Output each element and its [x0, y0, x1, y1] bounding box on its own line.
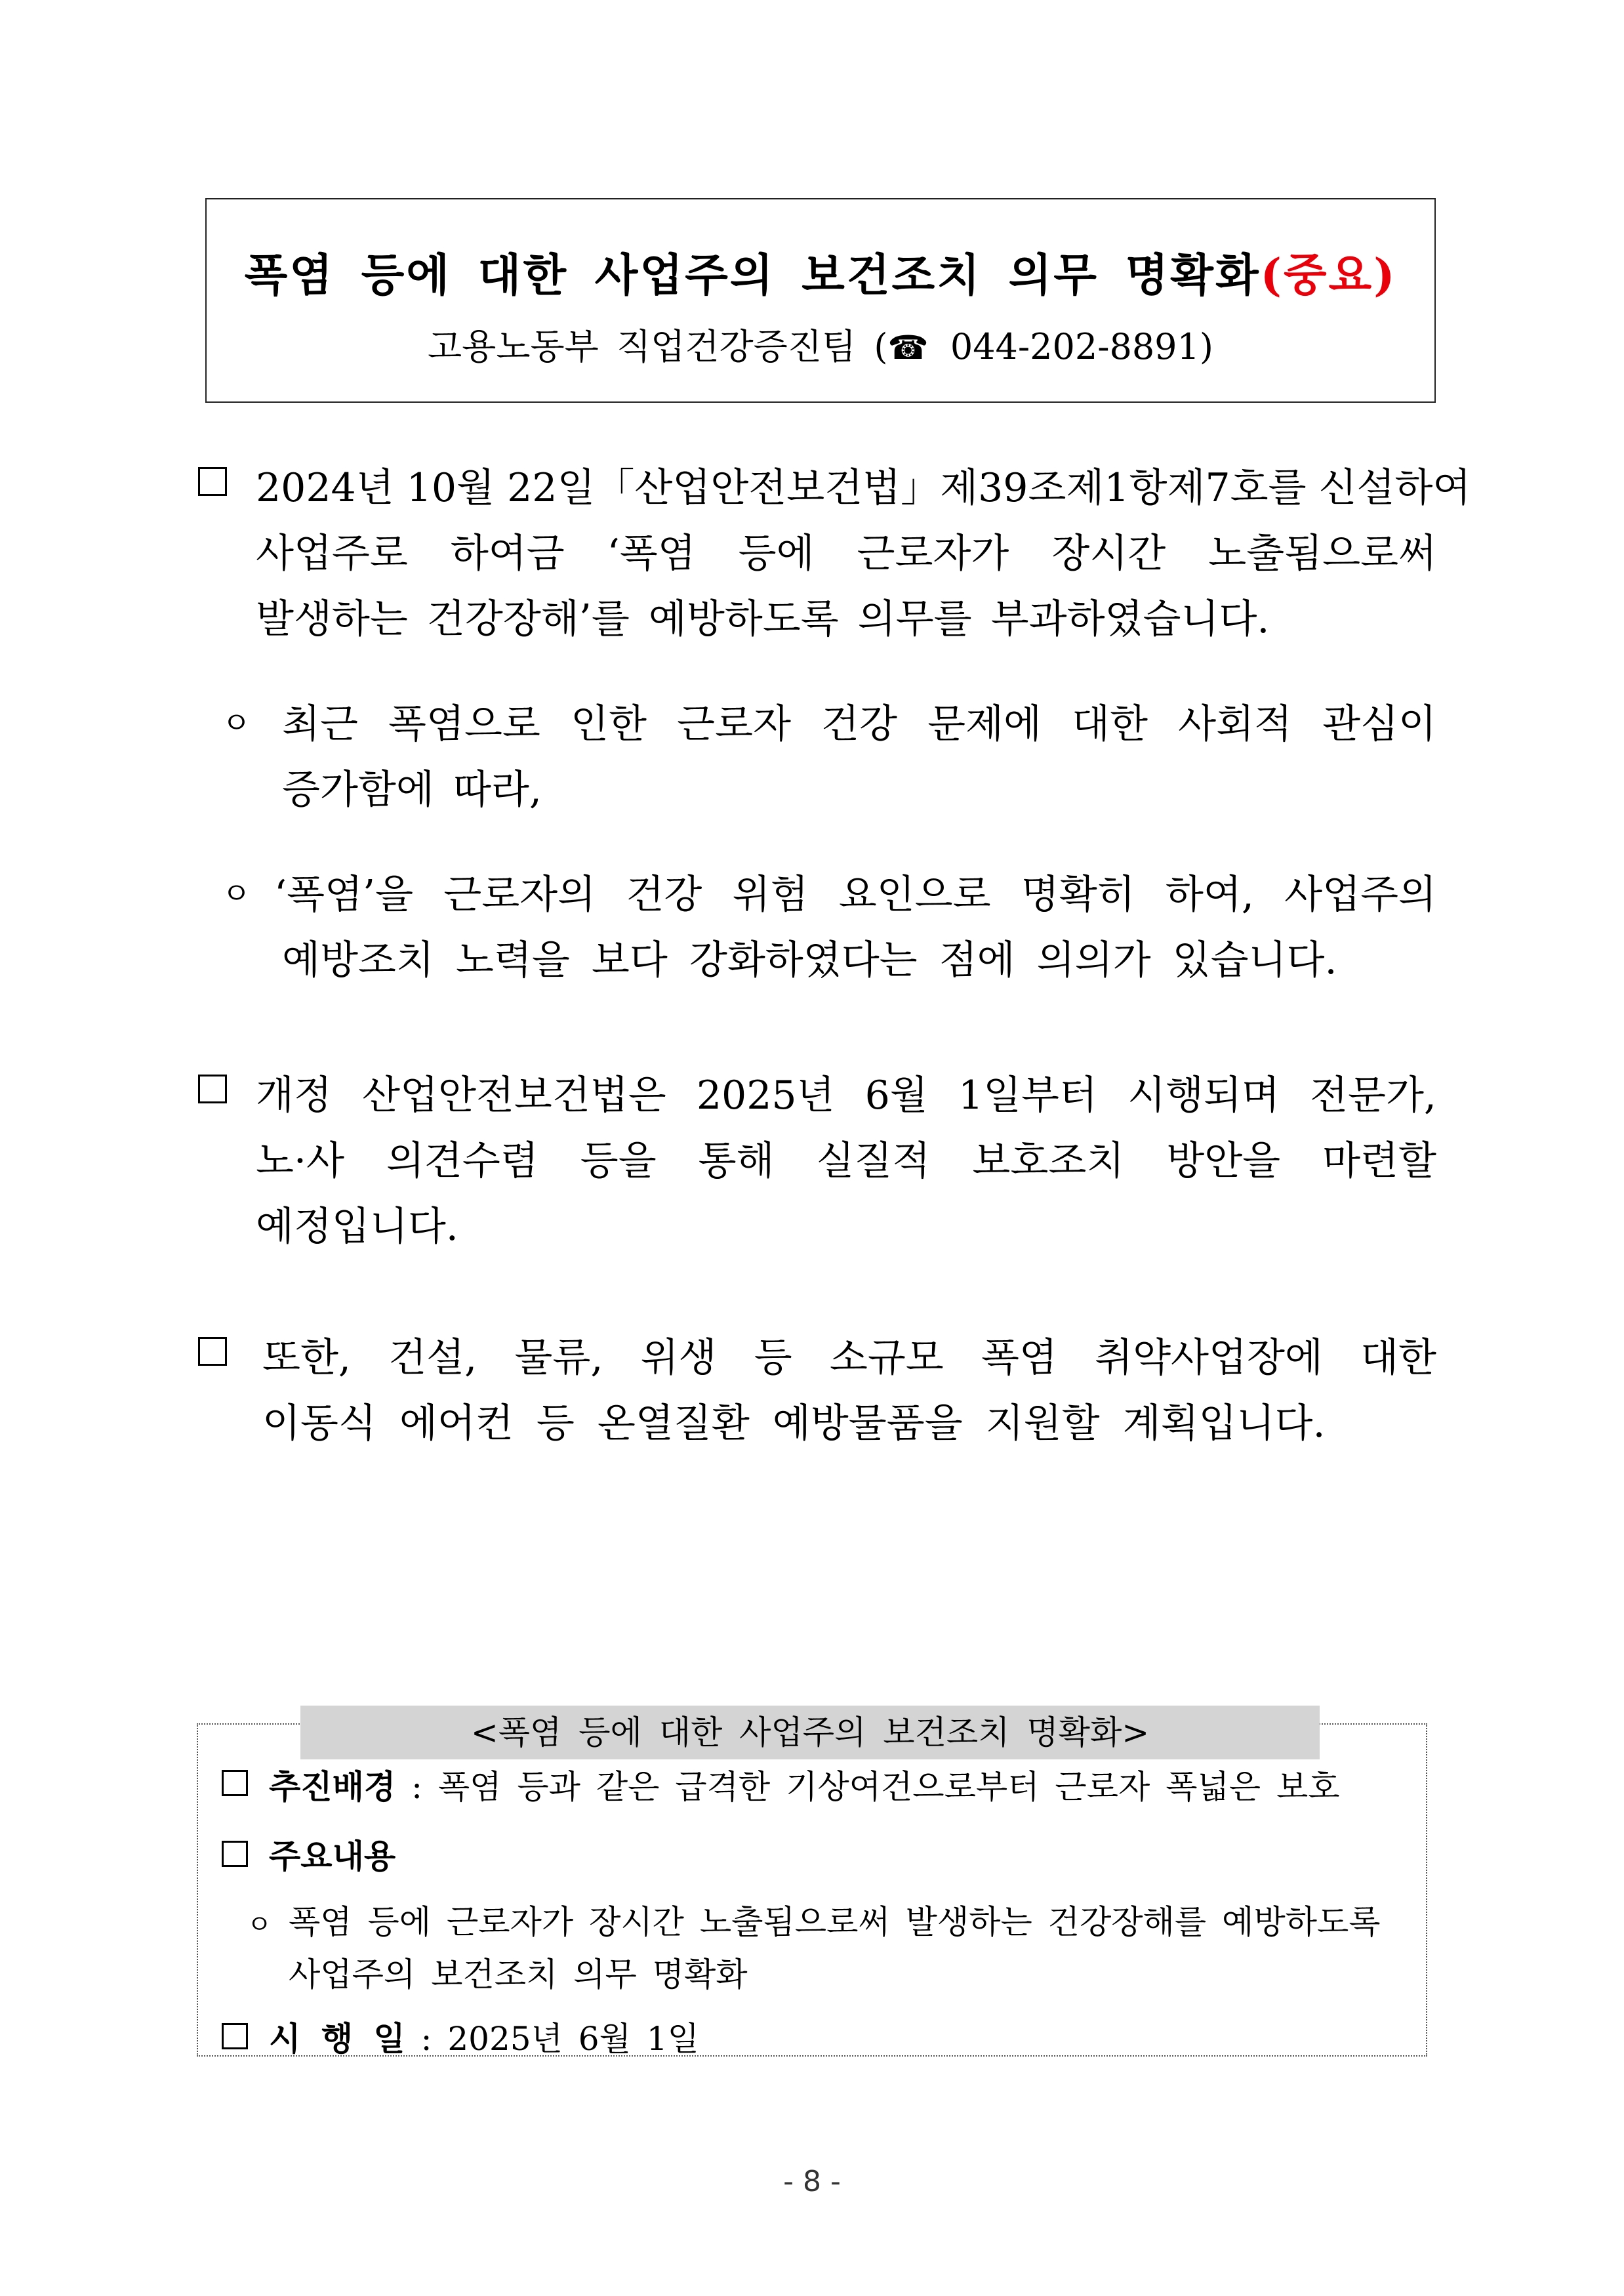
paragraph-3-line-2: 이동식 에어컨 등 온열질환 예방물품을 지원할 계획입니다. [262, 1401, 1326, 1446]
checkbox-square-icon [198, 1337, 227, 1366]
summary-content-line-2: 사업주의 보건조치 의무 명확화 [289, 1956, 748, 1994]
paragraph-2-line-2: 노·사 의견수렴 등을 통해 실질적 보호조치 방안을 마련할 [256, 1138, 1436, 1184]
summary-effective-label: 시 행 일 [269, 2019, 405, 2058]
title-main-text: 폭염 등에 대한 사업주의 보건조치 의무 명확화 [244, 249, 1261, 302]
circle-bullet-icon: ㅇ [222, 705, 251, 741]
paragraph-3-line-1: 또한, 건설, 물류, 위생 등 소규모 폭염 취약사업장에 대한 [262, 1335, 1436, 1381]
circle-bullet-icon: ㅇ [222, 876, 251, 911]
summary-background [269, 1761, 1340, 1808]
phone-icon: ☎ [887, 329, 929, 367]
paragraph-1-line-2: 사업주로 하여금 ‘폭염 등에 근로자가 장시간 노출됨으로써 [256, 531, 1436, 577]
document-title [207, 240, 1434, 304]
summary-content-line-1: 폭염 등에 근로자가 장시간 노출됨으로써 발생하는 건강장해를 예방하도록 [289, 1903, 1381, 1941]
paragraph-1-line-1: 2024년 10월 22일「산업안전보건법」제39조제1항제7호를 신설하여 [256, 465, 1471, 511]
phone-number: 044-202-8891) [932, 326, 1213, 367]
summary-content-label: 주요내용 [269, 1837, 396, 1876]
summary-header: <폭염 등에 대한 사업주의 보건조치 명확화> [300, 1706, 1320, 1759]
sub-bullet-2-line-2: 예방조치 노력을 보다 강화하였다는 점에 의의가 있습니다. [282, 937, 1337, 983]
title-box [205, 198, 1436, 403]
paragraph-2-line-1: 개정 산업안전보건법은 2025년 6월 1일부터 시행되며 전문가, [256, 1073, 1436, 1118]
sub-bullet-1-line-2: 증가함에 따라, [282, 767, 542, 813]
circle-bullet-icon: ㅇ [247, 1910, 272, 1940]
department-contact [207, 319, 1434, 369]
page-number: - 8 - [783, 2165, 841, 2198]
checkbox-square-icon [222, 1841, 248, 1867]
paragraph-1-line-3: 발생하는 건강장해’를 예방하도록 의무를 부과하였습니다. [256, 596, 1270, 642]
checkbox-square-icon [198, 1075, 227, 1103]
checkbox-square-icon [198, 467, 227, 496]
summary-effective-date [269, 2013, 699, 2060]
paragraph-2-line-3: 예정입니다. [256, 1204, 458, 1250]
checkbox-square-icon [222, 1770, 248, 1796]
summary-background-label: 추진배경 [269, 1767, 396, 1806]
summary-effective-text: : 2025년 6월 1일 [405, 2020, 699, 2058]
checkbox-square-icon [222, 2023, 248, 2049]
summary-background-text: : 폭염 등과 같은 급격한 기상여건으로부터 근로자 폭넓은 보호 [396, 1768, 1340, 1806]
department-name: 고용노동부 직업건강증진팀 ( [428, 326, 888, 367]
sub-bullet-1-line-1: 최근 폭염으로 인한 근로자 건강 문제에 대한 사회적 관심이 [282, 701, 1436, 747]
sub-bullet-2-line-1: ‘폭염’을 근로자의 건강 위험 요인으로 명확히 하여, 사업주의 [274, 872, 1436, 918]
title-emphasis: (중요) [1260, 249, 1397, 302]
